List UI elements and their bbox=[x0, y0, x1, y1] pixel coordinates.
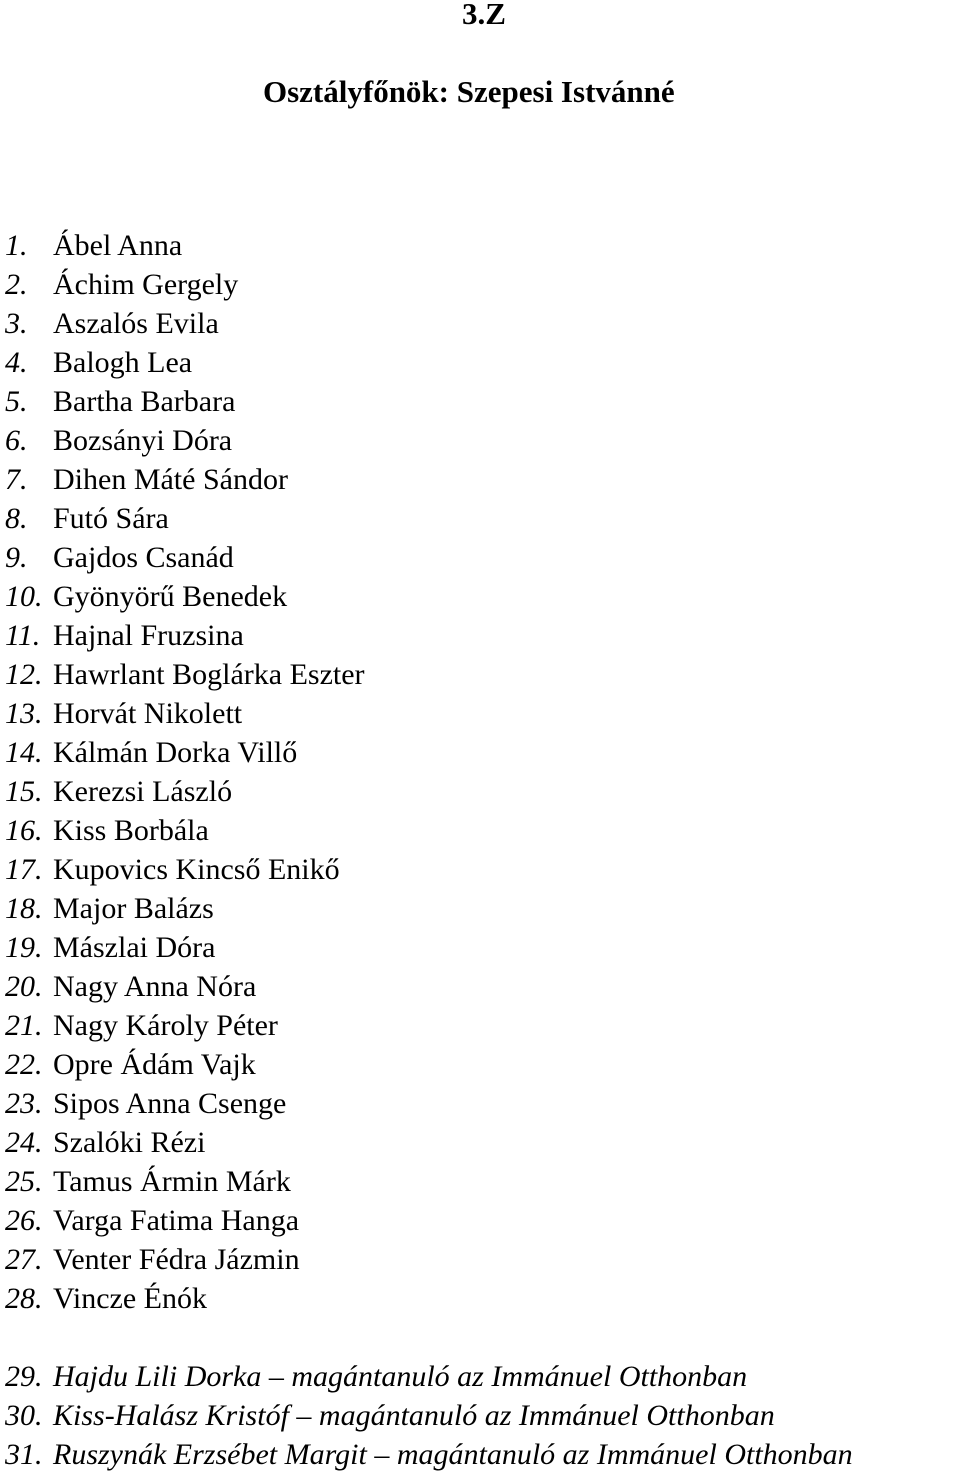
list-item bbox=[5, 1202, 299, 1240]
class-code-heading: 3.Z bbox=[462, 0, 506, 31]
list-item bbox=[5, 656, 365, 694]
list-item bbox=[5, 1280, 207, 1318]
list-item-name: Balogh Lea bbox=[53, 346, 193, 379]
list-item bbox=[5, 1085, 286, 1123]
list-item-name: Kiss-Halász Kristóf – magántanuló az Immánuel Otthonban bbox=[53, 1399, 775, 1432]
list-item-number: 30. bbox=[5, 1399, 43, 1432]
list-item bbox=[5, 1241, 300, 1279]
list-item-name: Gajdos Csanád bbox=[53, 541, 234, 574]
list-item bbox=[5, 422, 232, 460]
list-item-number: 16. bbox=[5, 814, 43, 847]
list-item-number: 2. bbox=[5, 268, 28, 301]
list-item-number: 28. bbox=[5, 1282, 43, 1315]
list-item-name: Gyönyörű Benedek bbox=[53, 580, 288, 613]
list-item bbox=[5, 1007, 278, 1045]
list-item bbox=[5, 344, 192, 382]
list-item bbox=[5, 266, 238, 304]
list-item bbox=[5, 773, 232, 811]
list-item-number: 24. bbox=[5, 1126, 43, 1159]
list-item-name: Kupovics Kincső Enikő bbox=[53, 853, 340, 886]
list-item-number: 7. bbox=[5, 463, 28, 496]
list-item-name: Hajdu Lili Dorka – magántanuló az Immánuel Otthonban bbox=[53, 1360, 748, 1393]
list-item-number: 22. bbox=[5, 1048, 43, 1081]
list-item-name: Horvát Nikolett bbox=[53, 697, 243, 730]
list-item-number: 12. bbox=[5, 658, 43, 691]
list-item-number: 3. bbox=[5, 307, 28, 340]
list-item bbox=[5, 578, 287, 616]
list-item-number: 25. bbox=[5, 1165, 43, 1198]
list-item-name: Kiss Borbála bbox=[53, 814, 209, 847]
list-item-number: 20. bbox=[5, 970, 43, 1003]
list-item-number: 29. bbox=[5, 1360, 43, 1393]
list-item-number: 27. bbox=[5, 1243, 43, 1276]
list-item-home-student bbox=[5, 1397, 775, 1435]
class-teacher-heading: Osztályfőnök: Szepesi Istvánné bbox=[263, 74, 675, 109]
list-item-name: Kálmán Dorka Villő bbox=[53, 736, 298, 769]
list-item bbox=[5, 383, 235, 421]
list-item bbox=[5, 539, 234, 577]
list-item-number: 5. bbox=[5, 385, 28, 418]
list-item-number: 23. bbox=[5, 1087, 43, 1120]
list-item-number: 10. bbox=[5, 580, 43, 613]
list-item bbox=[5, 812, 209, 850]
list-item-name: Major Balázs bbox=[53, 892, 214, 925]
list-item bbox=[5, 851, 340, 889]
list-item-name: Mászlai Dóra bbox=[53, 931, 216, 964]
list-item bbox=[5, 500, 169, 538]
list-item-home-student bbox=[5, 1436, 853, 1474]
list-item-name: Vincze Énók bbox=[53, 1282, 207, 1315]
list-item-name: Hawrlant Boglárka Eszter bbox=[53, 658, 365, 691]
list-item bbox=[5, 929, 215, 967]
list-item-home-student bbox=[5, 1358, 747, 1396]
list-item bbox=[5, 461, 288, 499]
list-item-number: 13. bbox=[5, 697, 43, 730]
list-item-number: 17. bbox=[5, 853, 43, 886]
list-item-name: Aszalós Evila bbox=[53, 307, 219, 340]
list-item-name: Nagy Károly Péter bbox=[53, 1009, 278, 1042]
list-item-name: Ábel Anna bbox=[53, 229, 183, 262]
list-item bbox=[5, 227, 182, 265]
list-item-number: 31. bbox=[5, 1438, 43, 1471]
list-item-name: Varga Fatima Hanga bbox=[53, 1204, 300, 1237]
list-item-name: Futó Sára bbox=[53, 502, 169, 535]
list-item-name: Áchim Gergely bbox=[53, 268, 239, 301]
list-item-name: Kerezsi László bbox=[53, 775, 233, 808]
list-item-name: Hajnal Fruzsina bbox=[53, 619, 244, 652]
list-item-number: 18. bbox=[5, 892, 43, 925]
list-item bbox=[5, 1046, 256, 1084]
list-item bbox=[5, 695, 242, 733]
list-item bbox=[5, 890, 214, 928]
list-item-number: 14. bbox=[5, 736, 43, 769]
list-item-number: 8. bbox=[5, 502, 28, 535]
list-item bbox=[5, 968, 256, 1006]
list-item-name: Dihen Máté Sándor bbox=[53, 463, 288, 496]
list-item-number: 21. bbox=[5, 1009, 43, 1042]
list-item-number: 4. bbox=[5, 346, 28, 379]
list-item-number: 11. bbox=[5, 619, 41, 652]
list-item-number: 1. bbox=[5, 229, 28, 262]
list-item-name: Bartha Barbara bbox=[53, 385, 236, 418]
list-item bbox=[5, 305, 219, 343]
list-item-name: Opre Ádám Vajk bbox=[53, 1048, 256, 1081]
list-item-number: 19. bbox=[5, 931, 43, 964]
list-item bbox=[5, 1163, 291, 1201]
list-item-number: 9. bbox=[5, 541, 28, 574]
list-item-name: Tamus Ármin Márk bbox=[53, 1165, 291, 1198]
list-item-name: Ruszynák Erzsébet Margit – magántanuló az Immánuel Otthonban bbox=[53, 1438, 853, 1471]
list-item-number: 15. bbox=[5, 775, 43, 808]
list-item-name: Sipos Anna Csenge bbox=[53, 1087, 287, 1120]
list-item bbox=[5, 1124, 205, 1162]
list-item-number: 26. bbox=[5, 1204, 43, 1237]
list-item-name: Szalóki Rézi bbox=[53, 1126, 206, 1159]
list-item-number: 6. bbox=[5, 424, 28, 457]
list-item-name: Bozsányi Dóra bbox=[53, 424, 233, 457]
list-item bbox=[5, 617, 244, 655]
list-item-name: Nagy Anna Nóra bbox=[53, 970, 257, 1003]
list-item bbox=[5, 734, 297, 772]
list-item-name: Venter Fédra Jázmin bbox=[53, 1243, 300, 1276]
